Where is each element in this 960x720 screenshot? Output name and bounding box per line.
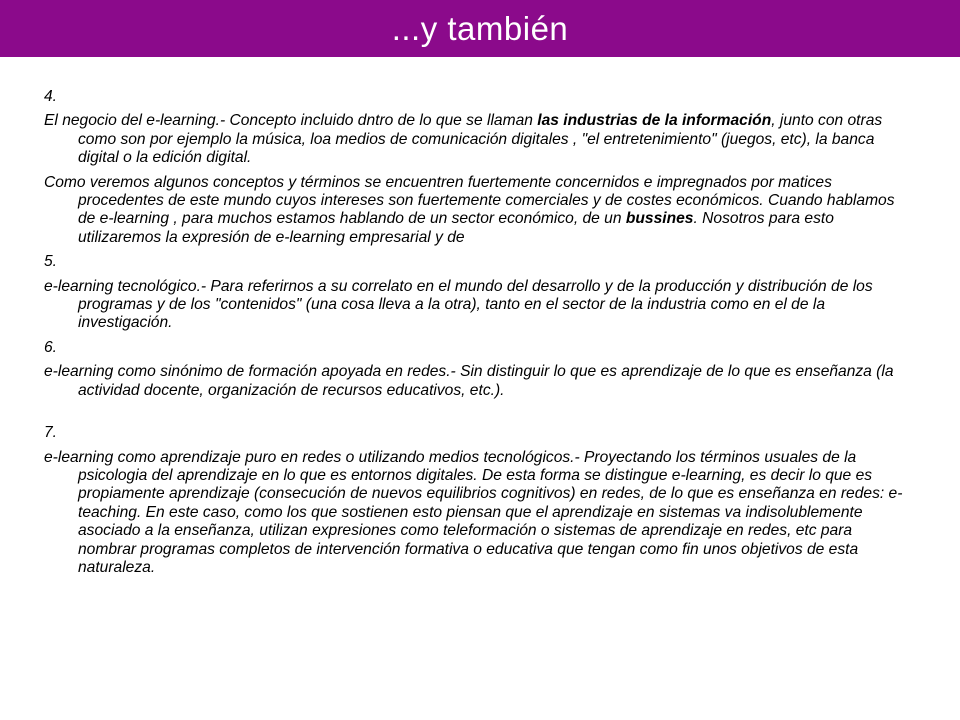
slide-content bbox=[44, 88, 910, 583]
emphasis-text: bussines bbox=[625, 210, 694, 228]
paragraph-text: Como veremos algunos conceptos y términos se encuentren fuertemente concernidos e impregnados por matices procedentes de este mundo cuyos intereses son fuertemente comerciales y de costes económicos. Cuando hablamos de e-learning , para muchos estamos hablando de un sector económico, de un bbox=[44, 173, 895, 228]
section-number-5: 5. bbox=[44, 253, 58, 271]
section-number-6: 6. bbox=[44, 338, 58, 356]
spacer bbox=[44, 406, 910, 424]
paragraph-text: El negocio del e-learning.- Concepto incluido dntro de lo que se llaman bbox=[44, 112, 538, 130]
paragraph-technological: e-learning tecnológico.- Para referirnos a su correlato en el mundo del desarrollo y de la producción y distribución de los programas y de los "contenidos" (una cosa lleva a la otra), tanto en el sector de la industria como en el de la investigación. bbox=[44, 277, 873, 332]
section-number-4: 4. bbox=[44, 88, 58, 105]
paragraph-ebusiness bbox=[44, 112, 910, 167]
paragraph-text: . Nosotros para esto utilizaremos la expresión de e-learning empresarial y de bbox=[78, 210, 834, 246]
section-number-7: 7. bbox=[44, 424, 58, 442]
paragraph-text: , junto con otras como son por ejemplo la música, loa medios de comunicación digitales , "el entretenimiento" (juegos, etc), la banca digital o la edición digital. bbox=[78, 112, 883, 167]
paragraph-pure-learning: e-learning como aprendizaje puro en redes o utilizando medios tecnológicos.- Proyectando los términos usuales de la psicologia del aprendizaje en lo que es entornos digitales. De esta forma se distingue e-learning, es decir lo que es propiamente aprendizaje (consecución de nuevos equilibrios cognitivos) en redes, de lo que es enseñanza en redes: e-teaching. En este caso, como los que sostienen esto piensan que el aprendizaje en sistemas va indisolublemente asociado a la enseñanza, utilizan expresiones como teleformación o sistemas de aprendizaje en redes, etc para nombrar programas completos de intervención formativa o educativa que tengan como fin unos objetivos de esta naturaleza. bbox=[44, 448, 903, 576]
paragraph-network-training: e-learning como sinónimo de formación apoyada en redes.- Sin distinguir lo que es aprendizaje de lo que es enseñanza (la actividad docente, organización de recursos educativos, etc.). bbox=[44, 363, 894, 399]
title-bar bbox=[0, 0, 960, 57]
slide-title: ...y también bbox=[391, 9, 569, 47]
paragraph-commercial bbox=[44, 174, 910, 248]
emphasis-text: las industrias de la información bbox=[537, 112, 772, 130]
